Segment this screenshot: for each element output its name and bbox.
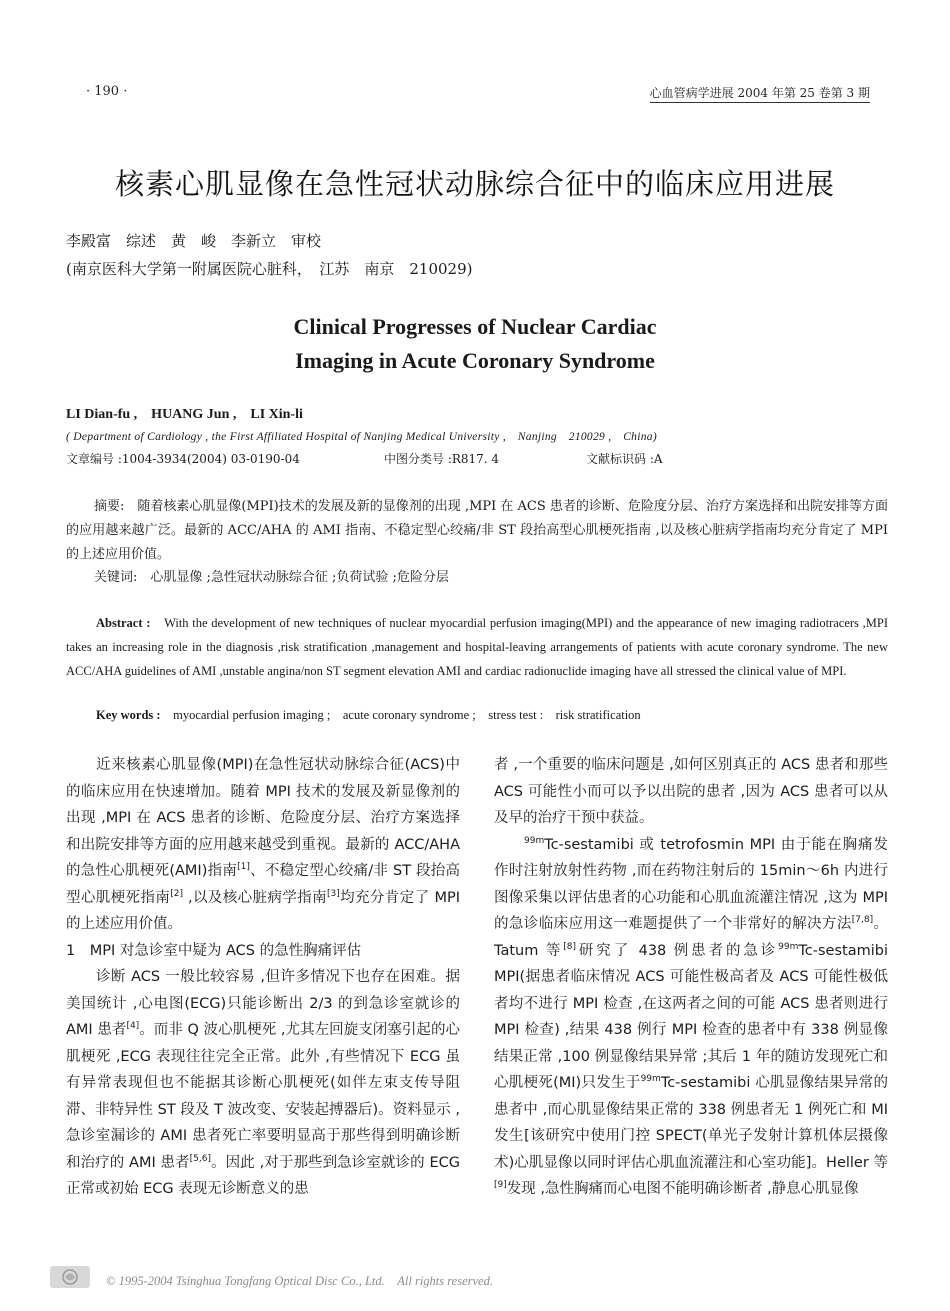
title-english bbox=[0, 310, 950, 378]
abstract-english-text: With the development of new techniques of nuclear myocardial perfusion imaging(MPI) and the appearance of new imaging radiotracers ,MPI takes an increasing role in the diagnosis ,risk stratification ,management and hospital-leaving arrangements of patients with acute coronary syndrome. The new ACC/AHA guidelines of AMI ,unstable angina/non ST segment elevation AMI and cardiac radionuclide imaging have all stressed the clinical value of MPI. bbox=[66, 616, 888, 678]
body-paragraph: 者 ,一个重要的临床问题是 ,如何区别真正的 ACS 患者和那些 ACS 可能性小而可以予以出院的患者 ,因为 ACS 患者可以从及早的治疗干预中获益。 bbox=[494, 757, 888, 826]
body-paragraph: 诊断 ACS 一般比较容易 ,但许多情况下也存在困难。据美国统计 ,心电图(ECG)只能诊断出 2/3 的到急诊室就诊的 AMI 患者[4]。而非 Q 波心肌梗死 ,尤其左回旋支闭塞引起的心肌梗死 ,ECG 表现往往完全正常。此外 ,有些情况下 ECG 虽有异常表现但也不能据其诊断心肌梗死(如伴左束支传导阻滞、非特异性 ST 段及 T 波改变、安装起搏器后)。资料显示 ,急诊室漏诊的 AMI 患者死亡率要明显高于那些得到明确诊断和治疗的 AMI 患者[5,6]。因此 ,对于那些到急诊室就诊的 ECG 正常或初始 ECG 表现无诊断意义的患 bbox=[66, 969, 460, 1197]
abstract-english bbox=[66, 611, 888, 683]
citation: [5,6] bbox=[189, 1153, 211, 1164]
article-meta bbox=[66, 450, 886, 467]
copyright-text: © 1995-2004 Tsinghua Tongfang Optical Disc Co., Ltd. All rights reserved. bbox=[106, 1274, 493, 1288]
body-paragraph: $^{99m}$Tc-sestamibi 或 tetrofosmin MPI 由于能在胸痛发作时注射放射性药物 ,而在药物注射后的 15min～6h 内进行图像采集以评估患者的心功能和心肌血流灌注情况 ,这为 MPI 的急诊临床应用这一难题提供了一个非常好的解决方法[7,8]。Tatum 等[8]研究了 438 例患者的急诊$^{99m}$Tc-sestamibi MPI(据患者临床情况 ACS 可能性极高者及 ACS 可能性极低者均不进行 MPI 检查 ,在这两者之间的可能 ACS 患者则进行 MPI 检查) ,结果 438 例行 MPI 检查的患者中有 338 例显像结果正常 ,100 例显像结果异常 ;其后 1 年的随访发现死亡和心肌梗死(MI)只发生于$^{99m}$Tc-sestamibi 心肌显像结果异常的患者中 ,而心肌显像结果正常的 338 例患者无 1 例死亡和 MI 发生[该研究中使用门控 SPECT(单光子发射计算机体层摄像术)心肌显像以同时评估心肌血流灌注和心室功能]。Heller 等[9]发现 ,急性胸痛而心电图不能明确诊断者 ,静息心肌显像 bbox=[494, 835, 888, 1197]
clc-number: 中图分类号 :R817. 4 bbox=[384, 452, 500, 466]
citation: [1] bbox=[237, 862, 250, 873]
isotope-superscript: 99m bbox=[778, 941, 799, 952]
authors-english: LI Dian-fu , HUANG Jun , LI Xin-li bbox=[66, 407, 303, 422]
abstract-label: Abstract : bbox=[96, 616, 151, 630]
abstract-chinese: 摘要: 随着核素心肌显像(MPI)技术的发展及新的显像剂的出现 ,MPI 在 ACS 患者的诊断、危险度分层、治疗方案选择和出院安排等方面的应用越来越广泛。最新的 ACC/AHA 的 AMI 指南、不稳定型心绞痛/非 ST 段抬高型心肌梗死指南 ,以及核心脏病学指南均充分肯定了 MPI 的上述应用价值。 bbox=[66, 499, 888, 562]
citation: [7,8] bbox=[851, 915, 874, 926]
article-number: 文章编号 :1004-3934(2004) 03-0190-04 bbox=[66, 452, 300, 466]
title-english-line2: Imaging in Acute Coronary Syndrome bbox=[295, 348, 655, 373]
title-english-line1: Clinical Progresses of Nuclear Cardiac bbox=[293, 314, 657, 339]
citation: [8] bbox=[563, 941, 576, 952]
intro-paragraph: 近来核素心肌显像(MPI)在急性冠状动脉综合征(ACS)中的临床应用在快速增加。随着 MPI 技术的发展及新显像剂的出现 ,MPI 在 ACS 患者的诊断、危险度分层、治疗方案选择和出院安排等方面的应用越来越受到重视。最新的 ACC/AHA 的急性心肌梗死(AMI)指南[1]、不稳定型心绞痛/非 ST 段抬高型心肌梗死指南[2] ,以及核心脏病学指南[3]均充分肯定了 MPI 的上述应用价值。 bbox=[66, 757, 461, 932]
citation: [9] bbox=[494, 1180, 507, 1191]
isotope-superscript: 99m bbox=[524, 835, 545, 846]
citation: [3] bbox=[327, 888, 340, 899]
citation: [4] bbox=[126, 1021, 140, 1032]
body-right-column bbox=[494, 752, 888, 1203]
keywords-chinese: 关键词: 心肌显像 ;急性冠状动脉综合征 ;负荷试验 ;危险分层 bbox=[94, 570, 449, 585]
authors-chinese: 李殿富 综述 黄 峻 李新立 审校 bbox=[66, 232, 322, 250]
document-code: 文献标识码 :A bbox=[586, 452, 663, 466]
isotope-superscript: 99m bbox=[640, 1074, 661, 1085]
section-heading: 1 MPI 对急诊室中疑为 ACS 的急性胸痛评估 bbox=[66, 942, 362, 959]
body-left-column bbox=[66, 752, 460, 1203]
citation: [2] bbox=[170, 888, 183, 899]
title-chinese: 核素心肌显像在急性冠状动脉综合征中的临床应用进展 bbox=[114, 167, 835, 201]
keywords-english bbox=[96, 705, 641, 723]
footer bbox=[50, 1266, 900, 1294]
journal-header: 心血管病学进展 2004 年第 25 卷第 3 期 bbox=[650, 84, 870, 103]
publisher-logo-icon bbox=[50, 1266, 90, 1288]
page-number: · 190 · bbox=[86, 84, 128, 99]
affiliation-chinese: (南京医科大学第一附属医院心脏科， 江苏 南京 210029) bbox=[66, 260, 473, 278]
keywords-label: Key words : bbox=[96, 708, 161, 722]
keywords-english-text: myocardial perfusion imaging ; acute coronary syndrome ; stress test : risk stratification bbox=[173, 708, 641, 722]
affiliation-english: ( Department of Cardiology , the First Affiliated Hospital of Nanjing Medical University , Nanjing 210029 , China) bbox=[66, 431, 657, 443]
